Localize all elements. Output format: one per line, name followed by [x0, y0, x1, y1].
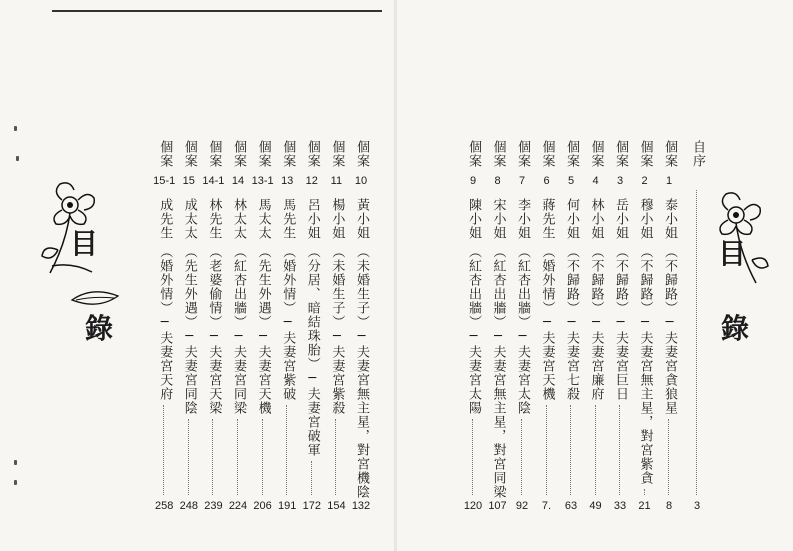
leader-dots	[570, 405, 571, 495]
scan-mark	[14, 480, 17, 485]
entry-name: 何小姐	[564, 198, 579, 240]
entry-label: 個案	[181, 140, 197, 168]
entry-label: 個案	[539, 140, 555, 168]
preface-title: 自序	[690, 140, 705, 168]
entry-page-number: 63	[564, 500, 578, 512]
heading-lu-left: 錄	[85, 312, 114, 345]
leader-dots	[595, 405, 596, 495]
entry-label: 個案	[588, 140, 604, 168]
entry-description: （分居、暗結珠胎）─夫妻宮破軍	[304, 245, 320, 457]
toc-entry[interactable]	[202, 140, 224, 530]
entry-label: 個案	[613, 140, 628, 168]
preface-page: 3	[693, 500, 701, 512]
entry-page-number: 206	[253, 500, 272, 512]
entry-label: 個案	[490, 140, 506, 168]
entry-page-number: 248	[179, 500, 198, 512]
entry-number: 9	[469, 175, 477, 187]
entry-number: 13	[281, 175, 294, 187]
entry-number: 7	[518, 175, 526, 187]
entry-number: 4	[592, 175, 599, 187]
entry-number: 11	[330, 175, 343, 187]
leader-dots	[472, 419, 473, 495]
entry-name: 林小姐	[588, 198, 604, 240]
entry-number: 14-1	[202, 175, 225, 187]
entry-name: 林先生	[206, 198, 222, 240]
entry-name: 成太太	[181, 198, 197, 240]
entry-description: （婚外情）─夫妻宮天機	[539, 245, 555, 401]
entry-name: 成先生	[157, 198, 173, 240]
entry-label: 個案	[637, 140, 653, 168]
toc-entry[interactable]	[153, 140, 175, 530]
entry-page-number: 172	[302, 500, 321, 512]
entry-label: 個案	[304, 140, 320, 168]
entry-number: 3	[616, 175, 624, 187]
toc-entry[interactable]	[511, 140, 533, 530]
leader-dots	[262, 419, 263, 495]
entry-label: 個案	[354, 140, 369, 168]
entry-page-number: 239	[204, 500, 223, 512]
entry-label: 個案	[662, 140, 677, 168]
leader-dots	[546, 405, 547, 495]
entry-number: 1	[665, 175, 673, 187]
entry-description: （先生外遇）─夫妻宮天機	[255, 245, 271, 415]
entry-name: 黃小姐	[354, 198, 369, 240]
entry-number: 6	[543, 175, 550, 187]
entry-page-number: 92	[515, 500, 529, 512]
entry-page-number: 191	[278, 500, 297, 512]
entry-description: （紅杏出牆）─夫妻宮無主星，對宮同梁	[490, 245, 506, 499]
entry-name: 馬太太	[255, 198, 271, 240]
entry-description: （老婆偷情）─夫妻宮天梁	[206, 245, 222, 415]
entry-label: 個案	[564, 140, 579, 168]
entry-description: （紅杏出牆）─夫妻宮同梁	[231, 245, 246, 415]
entry-page-number: 8	[665, 500, 673, 512]
toc-entry[interactable]	[560, 140, 582, 530]
entry-page-number: 132	[351, 500, 371, 512]
entry-name: 蔣先生	[539, 198, 555, 240]
leader-dots	[286, 405, 287, 495]
toc-entry[interactable]	[350, 140, 372, 530]
entry-page-number: 33	[613, 500, 627, 512]
left-page	[0, 0, 396, 551]
entry-name: 呂小姐	[304, 198, 320, 240]
entry-page-number: 224	[228, 500, 248, 512]
entry-page-number: 7.	[541, 500, 552, 512]
leader-dots	[188, 419, 189, 495]
toc-entry[interactable]	[301, 140, 323, 530]
entry-name: 岳小姐	[613, 198, 628, 240]
toc-entry[interactable]	[227, 140, 249, 530]
toc-entry[interactable]	[658, 140, 680, 530]
heading-mu-right: 目	[718, 237, 747, 270]
toc-entry[interactable]	[634, 140, 656, 530]
toc-entry[interactable]	[462, 140, 484, 530]
entry-description: （紅杏出牆）─夫妻宮太陽	[466, 245, 481, 415]
leader-dots	[668, 419, 669, 495]
entry-number: 8	[494, 175, 501, 187]
leader-dots	[212, 419, 213, 495]
entry-number: 15	[182, 175, 195, 187]
toc-entry[interactable]	[325, 140, 347, 530]
entry-description: （先生外遇）─夫妻宮同陰	[181, 245, 197, 415]
entry-number: 15-1	[153, 175, 176, 187]
leader-dots	[644, 489, 645, 495]
entry-name: 穆小姐	[637, 198, 653, 240]
entry-number: 13-1	[251, 175, 274, 187]
entry-page-number: 49	[589, 500, 602, 512]
entry-name: 馬先生	[280, 198, 296, 240]
leader-dots	[521, 419, 522, 495]
toc-entry[interactable]	[536, 140, 558, 530]
heading-lu: 錄	[721, 312, 750, 345]
leader-dots	[335, 419, 336, 495]
entry-description: （不歸路）─夫妻宮七殺	[564, 245, 579, 401]
entry-page-number: 258	[155, 500, 174, 512]
entry-number: 14	[231, 175, 245, 187]
entry-number: 2	[641, 175, 648, 187]
toc-entry[interactable]	[585, 140, 607, 530]
entry-page-number: 154	[327, 500, 346, 512]
entry-page-number: 120	[463, 500, 483, 512]
heading-mu: 目	[70, 227, 99, 260]
entry-page-number: 107	[488, 500, 507, 512]
entry-name: 楊小姐	[329, 198, 345, 240]
entry-label: 個案	[255, 140, 271, 168]
entry-name: 宋小姐	[490, 198, 506, 240]
entry-page-number: 21	[638, 500, 651, 512]
scan-mark	[14, 126, 17, 131]
entry-label: 個案	[329, 140, 345, 168]
entry-label: 個案	[515, 140, 530, 168]
toc-entry[interactable]	[487, 140, 509, 530]
toc-entry[interactable]	[276, 140, 298, 530]
entry-description: （紅杏出牆）─夫妻宮太陰	[515, 245, 530, 415]
entry-label: 個案	[466, 140, 481, 168]
entry-description: （不歸路）─夫妻宮無主星，對宮紫貪	[637, 245, 653, 485]
entry-number: 12	[305, 175, 318, 187]
entry-description: （不歸路）─夫妻宮貪狼星	[662, 245, 677, 415]
entry-number: 10	[354, 175, 368, 187]
entry-name: 泰小姐	[662, 198, 677, 240]
right-page	[396, 0, 793, 551]
entry-name: 李小姐	[515, 198, 530, 240]
entry-label: 個案	[280, 140, 296, 168]
toc-entry[interactable]	[609, 140, 631, 530]
scan-mark	[16, 156, 19, 161]
entry-description: （未婚生子）─夫妻宮無主星，對宮機陰	[354, 245, 369, 499]
top-rule	[52, 10, 382, 12]
toc-entry[interactable]	[178, 140, 200, 530]
leader-dots	[163, 405, 164, 495]
entry-description: （未婚生子）─夫妻宮紫殺	[329, 245, 345, 415]
entry-label: 個案	[157, 140, 173, 168]
entry-name: 林太太	[231, 198, 246, 240]
entry-number: 5	[567, 175, 575, 187]
leader-dots	[311, 461, 312, 495]
leader-dots	[237, 419, 238, 495]
entry-description: （不歸路）─夫妻宮巨日	[613, 245, 628, 401]
entry-label: 個案	[231, 140, 246, 168]
scan-mark	[14, 460, 17, 465]
entry-name: 陳小姐	[466, 198, 481, 240]
entry-description: （不歸路）─夫妻宮廉府	[588, 245, 604, 401]
entry-label: 個案	[206, 140, 222, 168]
entry-description: （婚外情）─夫妻宮天府	[157, 245, 173, 401]
toc-entry[interactable]	[252, 140, 274, 530]
entry-description: （婚外情）─夫妻宮紫破	[280, 245, 296, 401]
leader-dots	[619, 405, 620, 495]
